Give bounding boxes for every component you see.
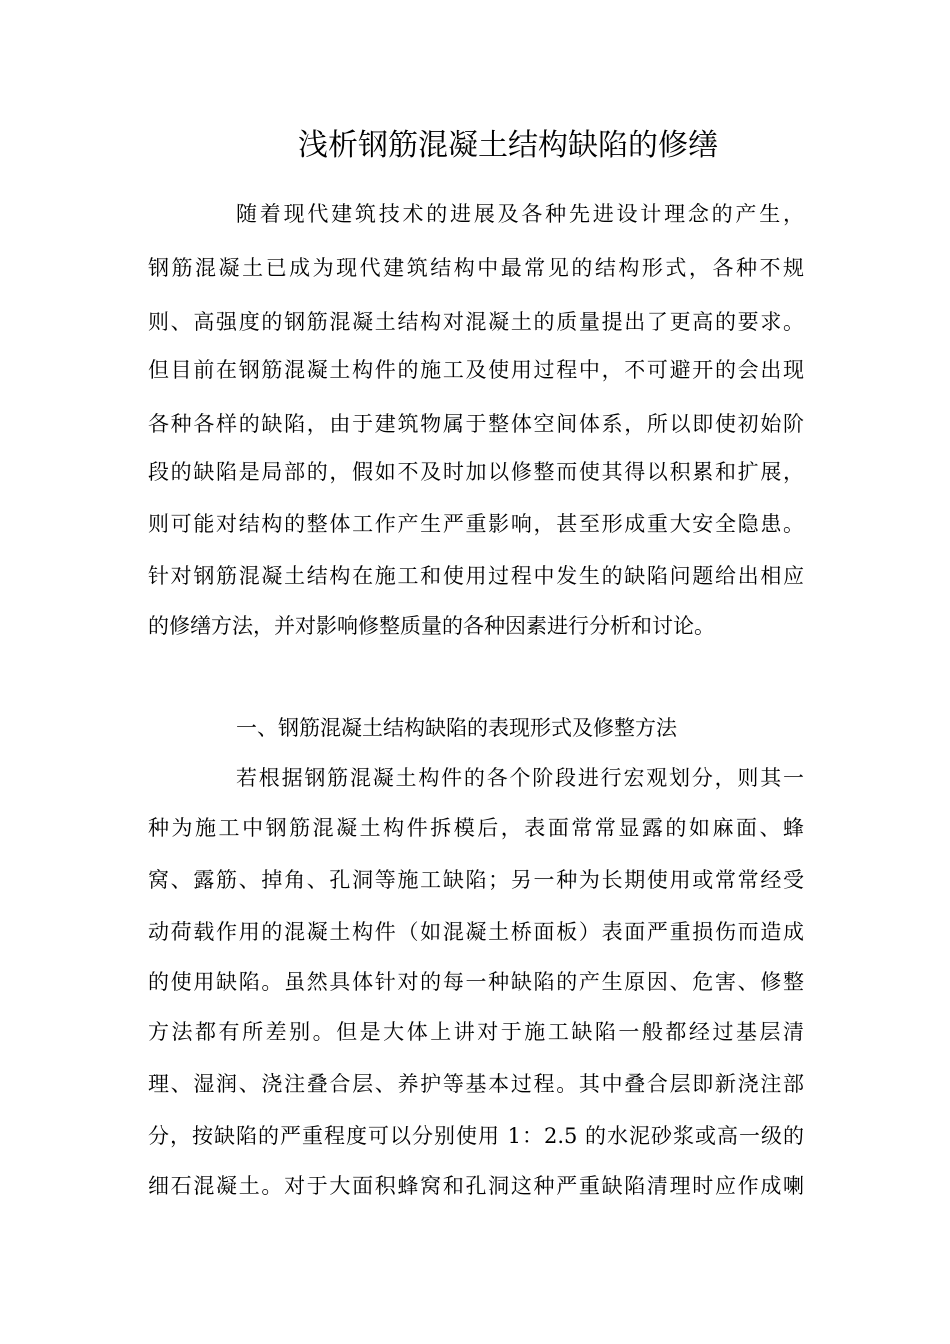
- paragraph-1-line-3: 则、高强度的钢筋混凝土结构对混凝土的质量提出了更高的要求。: [148, 310, 804, 334]
- section-1-line-6: 方法都有所差别。但是大体上讲对于施工缺陷一般都经过基层清: [148, 1020, 804, 1044]
- section-1-line-7: 理、湿润、浇注叠合层、养护等基本过程。其中叠合层即新浇注部: [148, 1072, 804, 1096]
- paragraph-1-line-7: 则可能对结构的整体工作产生严重影响，甚至形成重大安全隐患。: [148, 512, 804, 536]
- section-1-heading: 一、钢筋混凝土结构缺陷的表现形式及修整方法: [236, 716, 677, 740]
- section-1-line-4: 动荷载作用的混凝土构件（如混凝土桥面板）表面严重损伤而造成: [148, 920, 804, 944]
- section-1-line-9: 细石混凝土。对于大面积蜂窝和孔洞这种严重缺陷清理时应作成喇: [148, 1174, 804, 1198]
- paragraph-1-line-8: 针对钢筋混凝土结构在施工和使用过程中发生的缺陷问题给出相应: [148, 564, 804, 588]
- section-1-line-5: 的使用缺陷。虽然具体针对的每一种缺陷的产生原因、危害、修整: [148, 970, 804, 994]
- document-title: 浅析钢筋混凝土结构缺陷的修缮: [298, 128, 718, 163]
- section-1-line-3: 窝、露筋、掉角、孔洞等施工缺陷；另一种为长期使用或常常经受: [148, 868, 804, 892]
- paragraph-1-line-2: 钢筋混凝土已成为现代建筑结构中最常见的结构形式，各种不规: [148, 256, 804, 280]
- section-1-line-1: 若根据钢筋混凝土构件的各个阶段进行宏观划分，则其一: [236, 766, 804, 790]
- paragraph-1-line-9: 的修缮方法，并对影响修整质量的各种因素进行分析和讨论。: [148, 614, 715, 638]
- section-1-line-8: 分，按缺陷的严重程度可以分别使用 1：2.5 的水泥砂浆或高一级的: [148, 1124, 804, 1148]
- paragraph-1-line-1: 随着现代建筑技术的进展及各种先进设计理念的产生，: [236, 202, 804, 226]
- paragraph-1-line-4: 但目前在钢筋混凝土构件的施工及使用过程中，不可避开的会出现: [148, 358, 804, 382]
- section-1-line-2: 种为施工中钢筋混凝土构件拆模后，表面常常显露的如麻面、蜂: [148, 816, 804, 840]
- paragraph-1-line-5: 各种各样的缺陷，由于建筑物属于整体空间体系，所以即使初始阶: [148, 412, 804, 436]
- paragraph-1-line-6: 段的缺陷是局部的，假如不及时加以修整而使其得以积累和扩展，: [148, 460, 804, 484]
